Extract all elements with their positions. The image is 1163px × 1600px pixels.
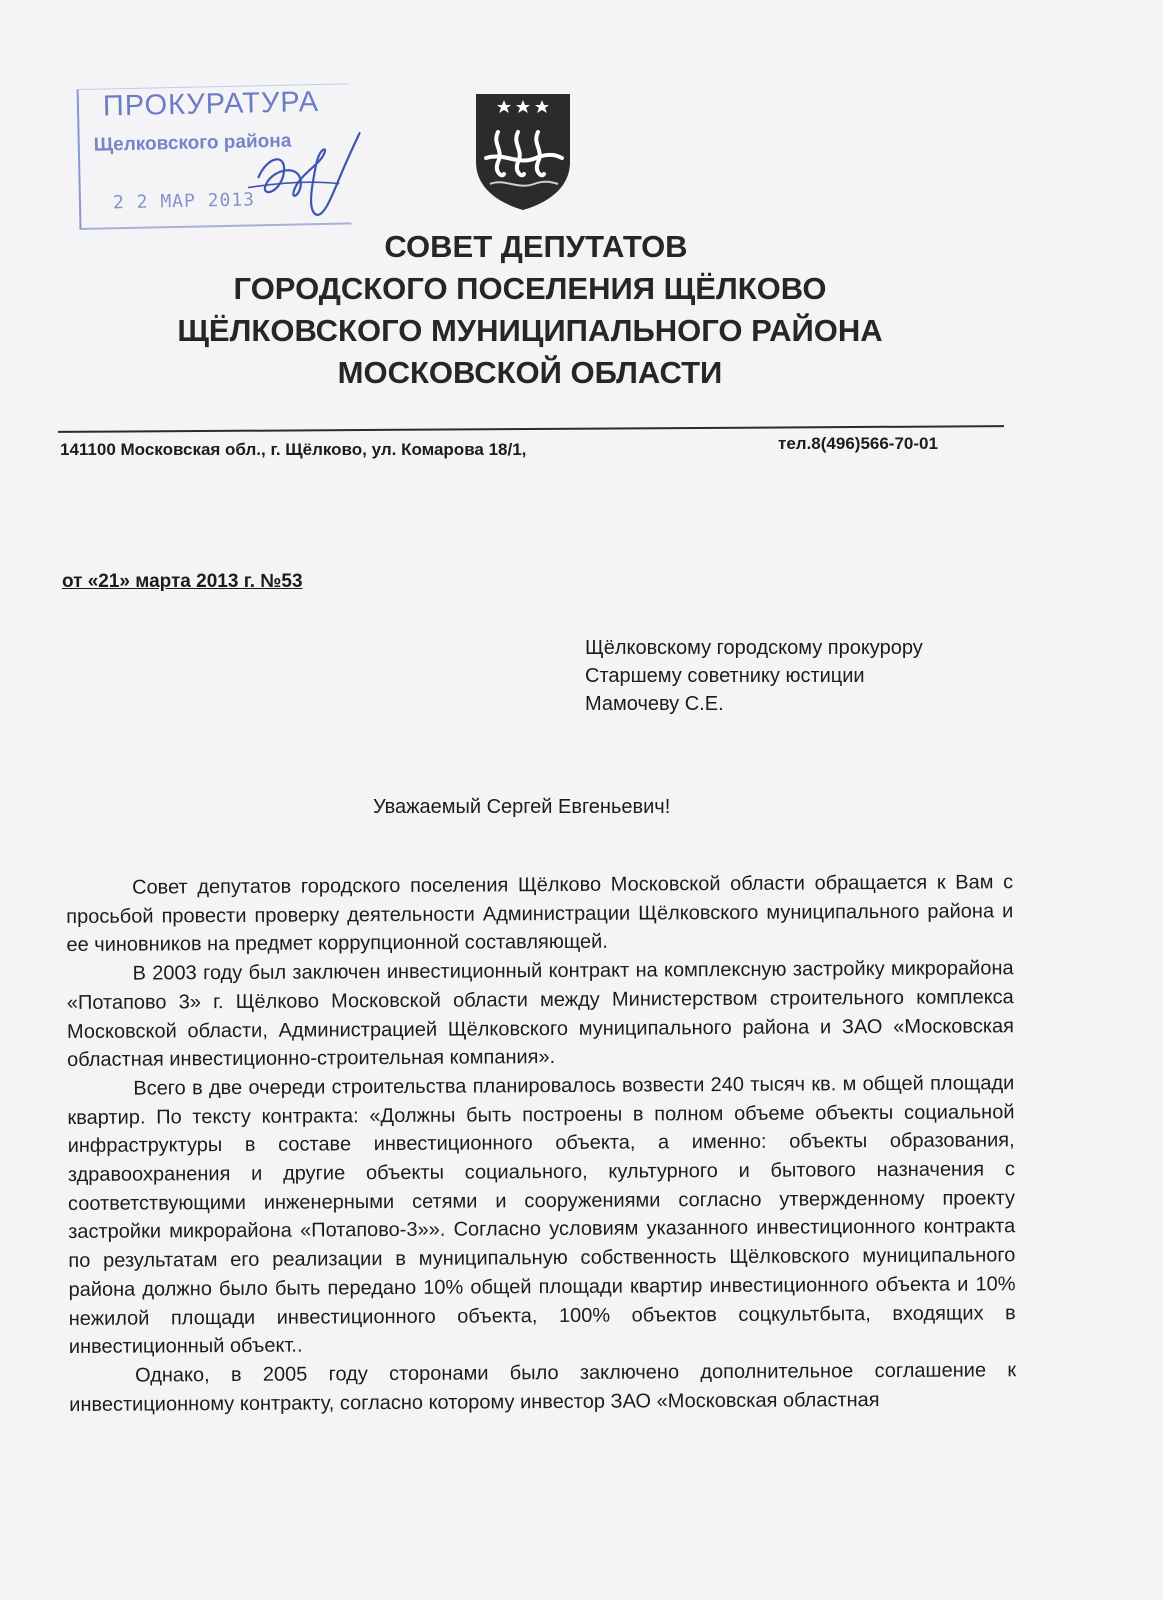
stamp-subtitle: Щелковского района bbox=[93, 130, 292, 156]
body-paragraph-4: Однако, в 2005 году сторонами было заключено дополнительное соглашение к инвестиционному контракту, согласно которому инвестор ЗАО «Московская областная bbox=[69, 1359, 1017, 1416]
letter-body bbox=[66, 868, 1016, 1419]
org-title-line-1: СОВЕТ ДЕПУТАТОВ bbox=[384, 229, 688, 264]
recipient-line-2: Старшему советнику юстиции bbox=[585, 665, 865, 687]
org-phone: тел.8(496)566-70-01 bbox=[778, 434, 938, 453]
greeting: Уважаемый Сергей Евгеньевич! bbox=[373, 796, 671, 818]
org-address: 141100 Московская обл., г. Щёлково, ул. Комарова 18/1, bbox=[60, 440, 527, 459]
recipient-block bbox=[585, 634, 923, 718]
body-paragraph-2: В 2003 году был заключен инвестиционный контракт на комплексную застройку микрорайона «Потапово 3» г. Щёлково Московской области между Министерством строительного комплекса Московской области, Администрацией Щёлковского муниципального района и ЗАО «Московская областная инвестиционно-строительная компания». bbox=[66, 957, 1015, 1072]
document-number: от «21» марта 2013 г. №53 bbox=[62, 571, 303, 592]
org-title-line-4: МОСКОВСКОЙ ОБЛАСТИ bbox=[337, 355, 723, 390]
stamp-date: 2 2 МАР 2013 bbox=[112, 189, 256, 214]
recipient-line-1: Щёлковскому городскому прокурору bbox=[585, 637, 923, 659]
stamp-title: ПРОКУРАТУРА bbox=[102, 85, 320, 123]
handwritten-signature bbox=[227, 123, 369, 226]
recipient-line-3: Мамочеву С.Е. bbox=[585, 693, 724, 715]
coat-of-arms-icon bbox=[474, 92, 572, 212]
org-title-line-2: ГОРОДСКОГО ПОСЕЛЕНИЯ ЩЁЛКОВО bbox=[233, 271, 827, 306]
body-paragraph-1: Совет депутатов городского поселения Щёлково Московской области обращается к Вам с просьбой провести проверку деятельности Администрации Щёлковского муниципального района и ее чиновников на предмет коррупционной составляющей. bbox=[66, 871, 1014, 957]
prosecutor-stamp bbox=[76, 77, 369, 231]
org-title-line-3: ЩЁЛКОВСКОГО МУНИЦИПАЛЬНОГО РАЙОНА bbox=[177, 313, 883, 348]
header-divider bbox=[58, 425, 1004, 433]
body-paragraph-3: Всего в две очереди строительства планировалось возвести 240 тысяч кв. м общей площади квартир. По тексту контракта: «Должны быть построены в полном объеме объекты социальной инфраструктуры в составе инвестиционного объекта, а именно: объекты образования, здравоохранения и другие объекты социального, культурного и бытового назначения с соответствующими инженерными сетями и сооружениями согласно утвержденному проекту застройки микрорайона «Потапово-3»». Согласно условиям указанного инвестиционного контракта по результатам его реализации в муниципальную собственность Щёлковского муниципального района должно было быть передано 10% общей площади квартир инвестиционного объекта и 10% нежилой площади инвестиционного объекта, 100% объектов соцкультбыта, входящих в инвестиционный объект.. bbox=[67, 1072, 1016, 1359]
